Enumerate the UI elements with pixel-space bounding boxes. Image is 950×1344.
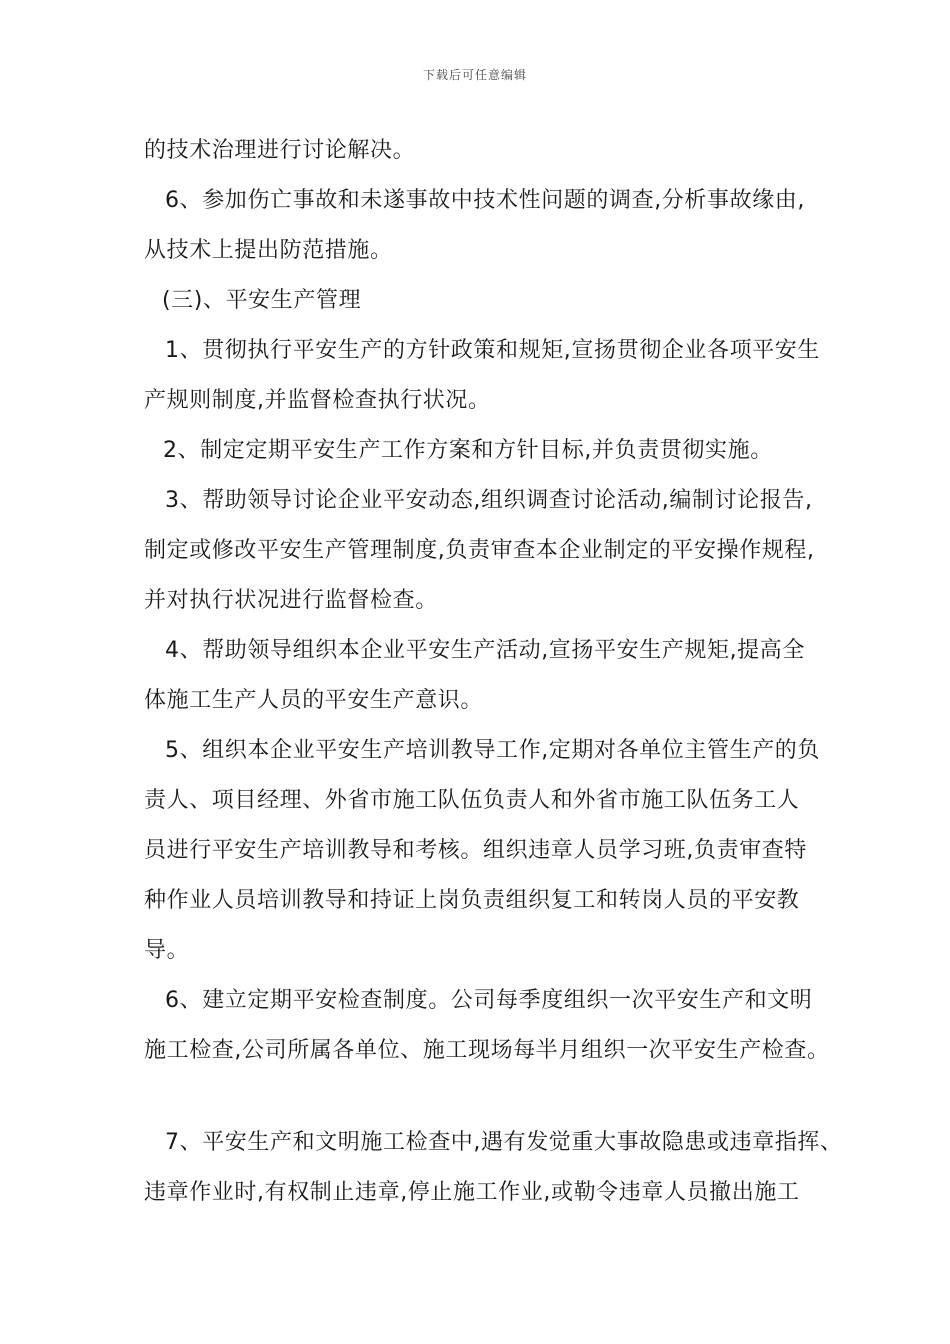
body-line: 导。 [144, 938, 190, 963]
body-line: 4、帮助领导组织本企业平安生产活动,宣扬平安生产规矩,提高全 [165, 638, 805, 663]
body-line: 体施工生产人员的平安生产意识。 [144, 688, 484, 713]
body-line: 3、帮助领导讨论企业平安动态,组织调查讨论活动,编制讨论报告, [165, 488, 813, 513]
body-line: 员进行平安生产培训教导和考核。组织违章人员学习班,负责审查特 [144, 838, 807, 863]
body-line: 7、平安生产和文明施工检查中,遇有发觉重大事故隐患或违章指挥、 [165, 1130, 843, 1155]
page-header-note: 下载后可任意编辑 [422, 68, 527, 82]
body-line: 5、组织本企业平安生产培训教导工作,定期对各单位主管生产的负 [165, 738, 820, 763]
body-line: 种作业人员培训教导和持证上岗负责组织复工和转岗人员的平安教 [144, 888, 800, 913]
section-heading: (三)、平安生产管理 [162, 288, 362, 313]
body-line: 产规则制度,并监督检查执行状况。 [144, 388, 491, 413]
body-line: 制定或修改平安生产管理制度,负责审查本企业制定的平安操作规程, [144, 538, 815, 563]
body-line: 责人、项目经理、外省市施工队伍负责人和外省市施工队伍务工人 [144, 788, 800, 813]
body-line: 1、贯彻执行平安生产的方针政策和规矩,宣扬贯彻企业各项平安生 [165, 338, 820, 363]
body-line: 2、制定定期平安生产工作方案和方针目标,并负责贯彻实施。 [163, 438, 773, 463]
body-line: 违章作业时,有权制止违章,停止施工作业,或勒令违章人员撤出施工 [144, 1180, 800, 1205]
body-line: 并对执行状况进行监督检查。 [144, 588, 438, 613]
body-line: 6、参加伤亡事故和未遂事故中技术性问题的调查,分析事故缘由, [165, 188, 805, 213]
body-line: 6、建立定期平安检查制度。公司每季度组织一次平安生产和文明 [165, 988, 813, 1013]
body-line: 施工检查,公司所属各单位、施工现场每半月组织一次平安生产检查。 [144, 1038, 830, 1063]
body-line: 的技术治理进行讨论解决。 [144, 138, 416, 163]
body-line: 从技术上提出防范措施。 [144, 238, 393, 263]
